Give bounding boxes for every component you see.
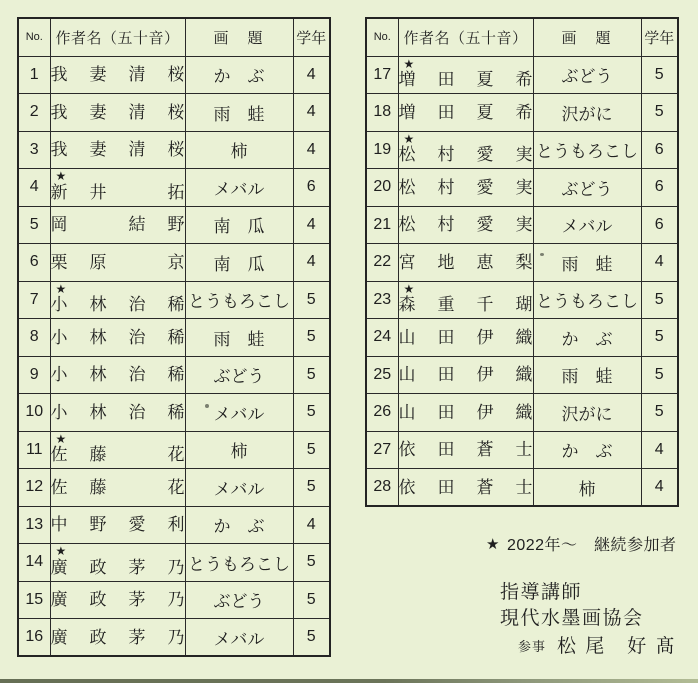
table-row (18, 94, 330, 132)
cell-author-name (398, 206, 533, 244)
author-name-text: 松 村 愛 実 (398, 215, 533, 235)
cell-grade: 6 (641, 206, 678, 244)
table-row (18, 619, 330, 657)
cell-entry-number: 27 (366, 431, 398, 469)
scan-speck (540, 253, 544, 256)
table-row (18, 281, 330, 319)
cell-artwork-title: ぶどう (533, 56, 641, 94)
roster-table-right (365, 17, 679, 507)
cell-entry-number: 3 (18, 131, 50, 169)
cell-entry-number: 9 (18, 356, 50, 394)
author-name-text: 松 村 愛 実 (398, 145, 533, 165)
cell-grade: 6 (641, 131, 678, 169)
cell-grade: 4 (641, 431, 678, 469)
star-icon: ★ (55, 544, 67, 558)
cell-artwork-title: ぶどう (185, 356, 293, 394)
author-name-text: 宮 地 恵 梨 (398, 252, 533, 272)
cell-author-name (50, 506, 185, 544)
credit-name-line (500, 634, 677, 660)
author-name-text: 廣 政 茅 乃 (50, 627, 185, 647)
cell-grade: 5 (293, 319, 330, 357)
cell-entry-number: 19 (366, 131, 398, 169)
cell-artwork-title: ぶどう (185, 581, 293, 619)
cell-author-name (50, 619, 185, 657)
cell-artwork-title: 雨 蛙 (185, 94, 293, 132)
roster-table-left (17, 17, 331, 657)
cell-entry-number: 4 (18, 169, 50, 207)
cell-entry-number: 13 (18, 506, 50, 544)
table-row (18, 469, 330, 507)
cell-grade: 5 (641, 319, 678, 357)
table-row (366, 469, 678, 507)
cell-artwork-title: メバル (185, 394, 293, 432)
cell-artwork-title: 雨 蛙 (185, 319, 293, 357)
table-row (366, 356, 678, 394)
author-name-text: 小 林 治 稀 (50, 365, 185, 385)
author-name-text: 我 妻 清 桜 (50, 140, 185, 160)
cell-author-name (50, 469, 185, 507)
cell-artwork-title: 柿 (185, 431, 293, 469)
author-name-text: 我 妻 清 桜 (50, 65, 185, 85)
cell-artwork-title: とうもろこし (533, 281, 641, 319)
cell-author-name (50, 169, 185, 207)
cell-artwork-title: ぶどう (533, 169, 641, 207)
author-name-text: 小 林 治 稀 (50, 327, 185, 347)
cell-author-name (398, 431, 533, 469)
star-icon: ★ (55, 281, 67, 296)
column-header-title: 画 題 (533, 18, 641, 56)
author-name-text: 中 野 愛 利 (50, 515, 185, 535)
cell-grade: 5 (641, 394, 678, 432)
cell-artwork-title: 南 瓜 (185, 244, 293, 282)
star-icon: ★ (55, 169, 67, 183)
star-icon: ★ (486, 535, 500, 553)
cell-author-name (398, 169, 533, 207)
header-row (366, 18, 678, 56)
table-row (18, 206, 330, 244)
cell-author-name (50, 356, 185, 394)
cell-artwork-title: メバル (185, 169, 293, 207)
cell-author-name (398, 244, 533, 282)
table-row (18, 356, 330, 394)
cell-author-name (50, 56, 185, 94)
cell-entry-number: 8 (18, 319, 50, 357)
author-name-text: 山 田 伊 織 (398, 365, 533, 385)
cell-author-name (398, 356, 533, 394)
cell-author-name (398, 131, 533, 169)
table-row (366, 281, 678, 319)
author-name-text: 我 妻 清 桜 (50, 102, 185, 122)
star-icon: ★ (55, 431, 67, 446)
cell-artwork-title: 沢がに (533, 394, 641, 432)
author-name-text: 依 田 蒼 士 (398, 477, 533, 497)
table-row (18, 244, 330, 282)
author-name-text: 廣 政 茅 乃 (50, 590, 185, 610)
author-name-text: 依 田 蒼 士 (398, 440, 533, 460)
table-row (18, 169, 330, 207)
cell-artwork-title: 雨 蛙 (533, 244, 641, 282)
cell-entry-number: 10 (18, 394, 50, 432)
credit-instructor-label: 指導講師 (500, 582, 583, 603)
cell-author-name (398, 319, 533, 357)
cell-grade: 5 (641, 94, 678, 132)
cell-grade: 6 (293, 169, 330, 207)
cell-entry-number: 26 (366, 394, 398, 432)
author-name-text: 山 田 伊 織 (398, 402, 533, 422)
cell-artwork-title: 南 瓜 (185, 206, 293, 244)
cell-grade: 5 (293, 581, 330, 619)
cell-entry-number: 15 (18, 581, 50, 619)
cell-artwork-title: メバル (185, 469, 293, 507)
author-name-text: 小 林 治 稀 (50, 295, 185, 315)
column-header-grade: 学年 (641, 18, 678, 56)
cell-author-name (50, 206, 185, 244)
cell-grade: 4 (293, 94, 330, 132)
column-header-author: 作者名（五十音） (50, 18, 185, 56)
author-name-text: 佐 藤 花 (50, 445, 185, 465)
star-icon: ★ (403, 281, 415, 296)
cell-grade: 5 (293, 431, 330, 469)
table-row (366, 394, 678, 432)
author-name-text: 佐 藤 花 (50, 477, 185, 497)
credit-person-name: 松 尾 好 髙 (557, 636, 677, 657)
cell-author-name (398, 281, 533, 319)
cell-artwork-title: 雨 蛙 (533, 356, 641, 394)
header-row (18, 18, 330, 56)
cell-grade: 4 (293, 506, 330, 544)
cell-entry-number: 20 (366, 169, 398, 207)
cell-grade: 4 (293, 206, 330, 244)
table-row (18, 431, 330, 469)
cell-entry-number: 5 (18, 206, 50, 244)
author-name-text: 廣 政 茅 乃 (50, 557, 185, 577)
table-row (366, 319, 678, 357)
cell-author-name (398, 94, 533, 132)
column-header-grade: 学年 (293, 18, 330, 56)
table-row (366, 94, 678, 132)
cell-author-name (50, 131, 185, 169)
table-row (18, 506, 330, 544)
author-name-text: 岡 結 野 (50, 215, 185, 235)
table-row (366, 56, 678, 94)
cell-grade: 5 (293, 281, 330, 319)
star-icon: ★ (403, 56, 415, 71)
cell-entry-number: 1 (18, 56, 50, 94)
cell-entry-number: 21 (366, 206, 398, 244)
cell-entry-number: 17 (366, 56, 398, 94)
footnote-text: 2022年～ 継続参加者 (506, 537, 677, 554)
cell-entry-number: 7 (18, 281, 50, 319)
author-name-text: 小 林 治 稀 (50, 402, 185, 422)
credits-block (500, 580, 677, 660)
cell-artwork-title: とうもろこし (533, 131, 641, 169)
credit-role: 参事 (518, 639, 547, 654)
author-name-text: 増 田 夏 希 (398, 102, 533, 122)
cell-grade: 4 (641, 469, 678, 507)
table-row (366, 169, 678, 207)
cell-author-name (398, 56, 533, 94)
cell-entry-number: 16 (18, 619, 50, 657)
cell-entry-number: 24 (366, 319, 398, 357)
author-name-text: 増 田 夏 希 (398, 70, 533, 90)
cell-author-name (50, 431, 185, 469)
author-name-text: 山 田 伊 織 (398, 327, 533, 347)
cell-entry-number: 11 (18, 431, 50, 469)
cell-entry-number: 22 (366, 244, 398, 282)
cell-artwork-title: か ぶ (533, 431, 641, 469)
cell-grade: 4 (641, 244, 678, 282)
cell-entry-number: 12 (18, 469, 50, 507)
table-row (366, 244, 678, 282)
cell-entry-number: 28 (366, 469, 398, 507)
cell-entry-number: 6 (18, 244, 50, 282)
column-header-title: 画 題 (185, 18, 293, 56)
table-row (18, 581, 330, 619)
scan-speck (205, 404, 209, 408)
cell-entry-number: 23 (366, 281, 398, 319)
cell-grade: 5 (293, 356, 330, 394)
cell-artwork-title: メバル (185, 619, 293, 657)
cell-artwork-title: 柿 (533, 469, 641, 507)
cell-artwork-title: メバル (533, 206, 641, 244)
cell-artwork-title: か ぶ (533, 319, 641, 357)
cell-artwork-title: か ぶ (185, 56, 293, 94)
cell-grade: 5 (293, 394, 330, 432)
cell-artwork-title: とうもろこし (185, 281, 293, 319)
cell-author-name (50, 581, 185, 619)
cell-grade: 5 (641, 356, 678, 394)
cell-author-name (398, 394, 533, 432)
star-icon: ★ (403, 131, 415, 146)
cell-author-name (50, 244, 185, 282)
column-header-no: No. (18, 18, 50, 56)
cell-author-name (50, 544, 185, 582)
cell-entry-number: 18 (366, 94, 398, 132)
table-row (366, 206, 678, 244)
table-row (366, 131, 678, 169)
cell-author-name (398, 469, 533, 507)
author-name-text: 栗 原 京 (50, 252, 185, 272)
cell-grade: 5 (293, 544, 330, 582)
cell-artwork-title: 柿 (185, 131, 293, 169)
cell-author-name (50, 394, 185, 432)
table-row (18, 394, 330, 432)
table-row (18, 56, 330, 94)
cell-entry-number: 25 (366, 356, 398, 394)
cell-grade: 5 (293, 619, 330, 657)
table-row (18, 544, 330, 582)
footnote-legend (486, 532, 677, 555)
column-header-no: No. (366, 18, 398, 56)
table-row (366, 431, 678, 469)
cell-artwork-title: か ぶ (185, 506, 293, 544)
cell-grade: 5 (293, 469, 330, 507)
cell-grade: 5 (641, 281, 678, 319)
cell-author-name (50, 94, 185, 132)
credit-organization: 現代水墨画協会 (500, 608, 644, 629)
cell-artwork-title: とうもろこし (185, 544, 293, 582)
cell-artwork-title: 沢がに (533, 94, 641, 132)
cell-entry-number: 2 (18, 94, 50, 132)
cell-grade: 4 (293, 56, 330, 94)
cell-author-name (50, 319, 185, 357)
author-name-text: 新 井 拓 (50, 182, 185, 202)
column-header-author: 作者名（五十音） (398, 18, 533, 56)
cell-author-name (50, 281, 185, 319)
table-row (18, 319, 330, 357)
author-name-text: 松 村 愛 実 (398, 177, 533, 197)
cell-entry-number: 14 (18, 544, 50, 582)
cell-grade: 6 (641, 169, 678, 207)
scan-bottom-edge (0, 679, 698, 683)
cell-grade: 4 (293, 131, 330, 169)
author-name-text: 森 重 千 瑚 (398, 295, 533, 315)
cell-grade: 5 (641, 56, 678, 94)
cell-grade: 4 (293, 244, 330, 282)
table-row (18, 131, 330, 169)
